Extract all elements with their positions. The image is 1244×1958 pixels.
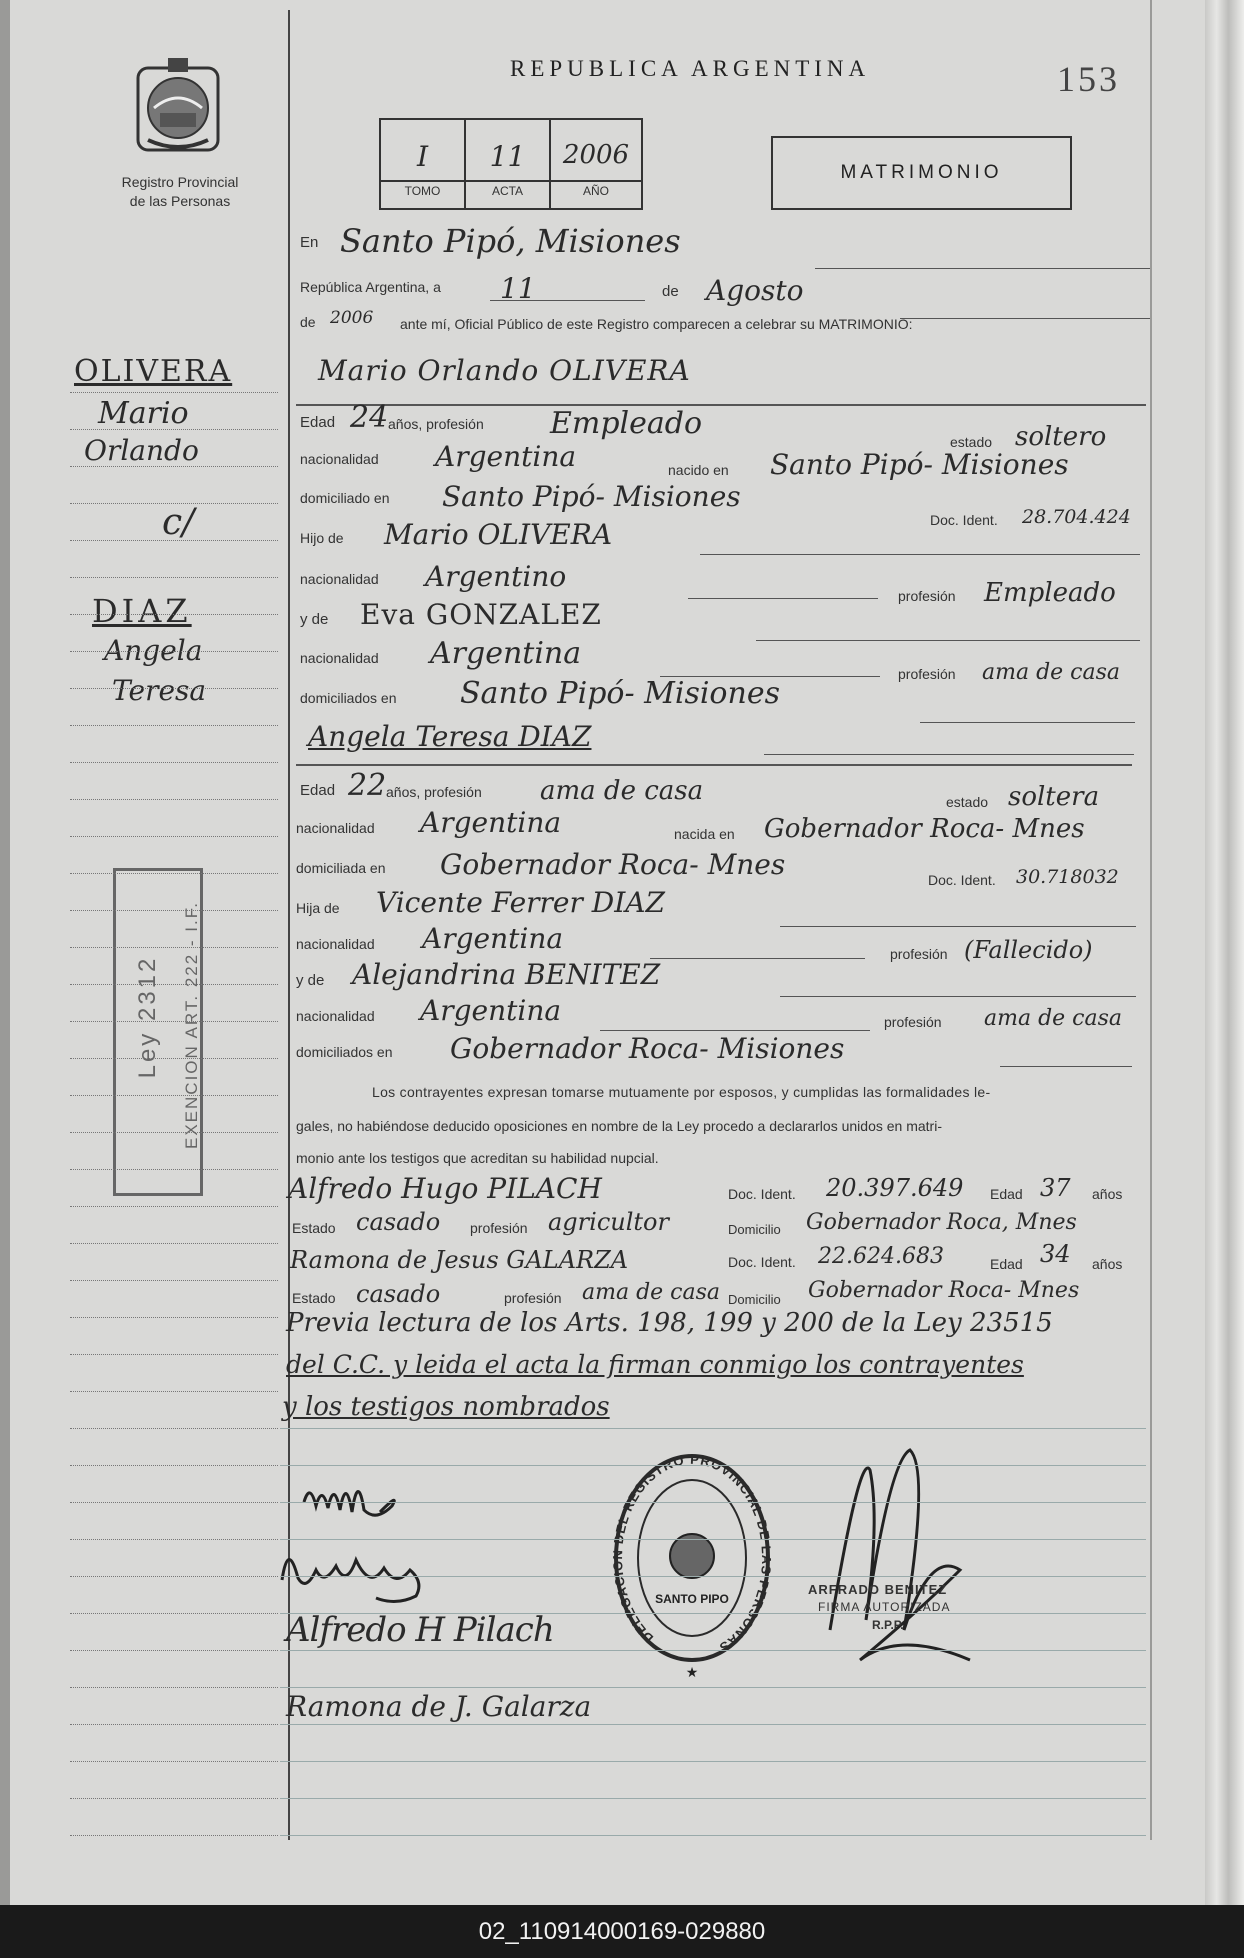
groom-doms-label: domiciliados en <box>300 690 397 706</box>
witness1-edad: 37 <box>1040 1174 1071 1202</box>
margin-rule <box>70 1724 278 1725</box>
emblem-icon <box>134 58 222 156</box>
de2-label: de <box>300 314 316 330</box>
svg-text:★: ★ <box>685 1664 699 1680</box>
witness2-edad: 34 <box>1040 1240 1071 1268</box>
groom-madre-nac-label: nacionalidad <box>300 650 379 666</box>
margin-rule <box>70 1539 278 1540</box>
groom-doc: 28.704.424 <box>1022 506 1131 528</box>
margin-rule <box>70 1317 278 1318</box>
de-label: de <box>662 283 679 300</box>
image-code-footer: 02_110914000169-029880 <box>0 1905 1244 1958</box>
body-rule <box>280 1835 1146 1836</box>
margin-rule <box>70 651 278 652</box>
groom-hijo-label: Hijo de <box>300 530 344 546</box>
groom-yde-label: y de <box>300 611 329 628</box>
bride-profesion: ama de casa <box>540 776 704 806</box>
bride-padre-prof-label: profesión <box>890 946 948 962</box>
official-office: R.P.P. <box>872 1618 904 1632</box>
witness1-doc-label: Doc. Ident. <box>728 1186 796 1202</box>
margin-rule <box>70 1243 278 1244</box>
witness1-dom-label: Domicilio <box>728 1222 781 1237</box>
margin-groom-name2: Orlando <box>84 434 199 467</box>
margin-groom-name1: Mario <box>98 396 189 431</box>
groom-padre-prof: Empleado <box>984 578 1116 608</box>
binding-edge <box>0 0 10 1905</box>
registry-name-2: de las Personas <box>129 193 231 209</box>
seal-center-text: SANTO PIPO <box>655 1592 729 1606</box>
margin-conjunction: c/ <box>162 502 195 543</box>
groom-edad-label: Edad <box>300 414 336 431</box>
signature-2 <box>276 1530 436 1615</box>
margin-bride-name2: Teresa <box>112 674 207 707</box>
body-rule <box>280 1613 1146 1614</box>
margin-rule <box>70 984 278 985</box>
margin-rule <box>70 1058 278 1059</box>
act-number-box <box>379 118 643 210</box>
closing-line-3: y los testigos nombrados <box>282 1392 610 1422</box>
marriage-place: Santo Pipó, Misiones <box>340 222 681 260</box>
bride-domicilio: Gobernador Roca- Mnes <box>440 848 786 881</box>
witness2-name: Ramona de Jesus GALARZA <box>290 1246 629 1274</box>
bride-edad: 22 <box>348 768 387 803</box>
bride-nacionalidad: Argentina <box>420 806 562 839</box>
margin-rule <box>70 910 278 911</box>
margin-rule <box>70 1835 278 1836</box>
bride-padre-nac: Argentina <box>422 922 564 955</box>
margin-rule <box>70 1798 278 1799</box>
bride-dom-label: domiciliada en <box>296 860 386 876</box>
margin-rule <box>70 392 278 393</box>
body-rule <box>280 1539 1146 1540</box>
body-rule <box>280 1798 1146 1799</box>
witness1-domicilio: Gobernador Roca, Mnes <box>806 1210 1077 1235</box>
witness2-profesion: ama de casa <box>582 1280 721 1305</box>
body-rule <box>280 1761 1146 1762</box>
bride-madre-nac: Argentina <box>420 994 562 1027</box>
official-name: ARFRADO BENITEZ <box>808 1582 948 1597</box>
act-tomo: I <box>416 140 429 173</box>
page-number: 153 <box>1057 59 1120 99</box>
margin-rule <box>70 1687 278 1688</box>
groom-doc-label: Doc. Ident. <box>930 512 998 528</box>
body-rule <box>280 1650 1146 1651</box>
witness1-name: Alfredo Hugo PILACH <box>288 1172 602 1205</box>
bride-madre-prof-label: profesión <box>884 1014 942 1030</box>
body-rule <box>280 1502 1146 1503</box>
margin-bride-surname: DIAZ <box>92 592 192 630</box>
marriage-year: 2006 <box>330 308 374 328</box>
witness1-prof-label: profesión <box>470 1220 528 1236</box>
bride-anos-prof-label: años, profesión <box>386 784 482 800</box>
declaration-line-1: Los contrayentes expresan tomarse mutuamente por esposos, y cumplidas las formalidades le- <box>372 1084 991 1100</box>
bride-madre: Alejandrina BENITEZ <box>352 958 661 991</box>
margin-rule <box>70 688 278 689</box>
margin-rule <box>70 1021 278 1022</box>
groom-madre-prof: ama de casa <box>982 660 1121 685</box>
body-rule <box>280 1428 1146 1429</box>
page-stack-edge <box>1205 0 1244 1905</box>
groom-madre: Eva GONZALEZ <box>360 598 602 631</box>
witness2-dom-label: Domicilio <box>728 1292 781 1307</box>
bride-doc-label: Doc. Ident. <box>928 872 996 888</box>
bride-padres-dom: Gobernador Roca- Misiones <box>450 1032 845 1065</box>
groom-nacionalidad: Argentina <box>435 440 577 473</box>
margin-rule <box>70 1095 278 1096</box>
margin-rule <box>70 1576 278 1577</box>
groom-madre-prof-label: profesión <box>898 666 956 682</box>
margin-rule <box>70 1502 278 1503</box>
official-title: FIRMA AUTORIZADA <box>818 1600 951 1614</box>
seal-ring-text: DELEGACI DEL REGISTRO PROVINCIAL DE PERSONAS <box>612 1452 772 1656</box>
margin-rule <box>70 1465 278 1466</box>
groom-nacido: Santo Pipó- Misiones <box>770 448 1069 481</box>
groom-madre-nac: Argentina <box>430 636 582 671</box>
margin-rule <box>70 614 278 615</box>
exemption-stamp <box>113 868 203 1196</box>
witness2-anos-label: años <box>1092 1256 1123 1272</box>
witness2-doc-label: Doc. Ident. <box>728 1254 796 1270</box>
stamp-text-2: EXENCION ART. 222 - I.F. <box>182 901 201 1149</box>
act-tomo-label: TOMO <box>404 184 441 198</box>
act-acta: 11 <box>489 140 526 173</box>
witness1-profesion: agricultor <box>548 1208 669 1236</box>
intro-text: ante mí, Oficial Público de este Registro comparecen a celebrar su MATRIMONIO: <box>400 316 913 332</box>
witness2-estado: casado <box>356 1280 441 1308</box>
country-title: REPUBLICA ARGENTINA <box>510 56 871 81</box>
groom-domicilio: Santo Pipó- Misiones <box>442 480 741 513</box>
bride-padre-prof: (Fallecido) <box>964 936 1093 964</box>
bride-nacida: Gobernador Roca- Mnes <box>764 814 1085 844</box>
margin-rule <box>70 503 278 504</box>
margin-rule <box>70 540 278 541</box>
groom-padre-prof-label: profesión <box>898 588 956 604</box>
groom-padres-dom: Santo Pipó- Misiones <box>460 676 780 711</box>
margin-rule <box>70 836 278 837</box>
margin-rule <box>70 799 278 800</box>
witness2-doc: 22.624.683 <box>818 1244 944 1269</box>
registry-name: Registro Provincial <box>121 174 239 190</box>
right-border <box>1150 0 1152 1840</box>
margin-rule <box>70 1354 278 1355</box>
bride-doms-label: domiciliados en <box>296 1044 393 1060</box>
signature-3: Alfredo H Pilach <box>286 1610 554 1650</box>
groom-estado-label: estado <box>950 434 993 450</box>
witness1-anos-label: años <box>1092 1186 1123 1202</box>
margin-rule <box>70 466 278 467</box>
margin-rule <box>70 1391 278 1392</box>
bride-madre-nac-label: nacionalidad <box>296 1008 375 1024</box>
en-label: En <box>300 234 319 251</box>
body-rule <box>280 1687 1146 1688</box>
witness1-estado-label: Estado <box>292 1220 336 1236</box>
marriage-month: Agosto <box>706 274 804 307</box>
body-rule <box>280 1465 1146 1466</box>
witness2-estado-label: Estado <box>292 1290 336 1306</box>
groom-anos-prof-label: años, profesión <box>388 416 484 432</box>
witness2-domicilio: Gobernador Roca- Mnes <box>808 1278 1080 1303</box>
margin-groom-surname: OLIVERA <box>74 354 233 389</box>
groom-padre-nac: Argentino <box>425 560 567 593</box>
margin-rule <box>70 873 278 874</box>
margin-bride-name1: Angela <box>104 634 203 667</box>
declaration-line-2: gales, no habiéndose deducido oposiciones en nombre de la Ley procedo a declararlos unidos en matri- <box>296 1118 942 1134</box>
bride-estado-label: estado <box>946 794 989 810</box>
margin-rule <box>70 1280 278 1281</box>
margin-rule <box>70 1132 278 1133</box>
groom-dom-label: domiciliado en <box>300 490 390 506</box>
body-rule <box>280 1576 1146 1577</box>
closing-line-1: Previa lectura de los Arts. 198, 199 y 200 de la Ley 23515 <box>286 1308 1053 1338</box>
groom-nacido-label: nacido en <box>668 462 729 478</box>
official-signature <box>800 1430 980 1695</box>
margin-rule <box>70 1650 278 1651</box>
act-acta-label: ACTA <box>491 184 524 198</box>
bride-yde-label: y de <box>296 972 325 989</box>
groom-profesion: Empleado <box>550 406 703 441</box>
margin-rule <box>70 577 278 578</box>
margin-rule <box>70 1169 278 1170</box>
groom-padre-nac-label: nacionalidad <box>300 571 379 587</box>
doc-type-box <box>771 136 1072 210</box>
witness2-edad-label: Edad <box>990 1256 1023 1272</box>
margin-rule <box>70 1206 278 1207</box>
act-anio-label: AÑO <box>582 184 609 198</box>
witness1-edad-label: Edad <box>990 1186 1023 1202</box>
bride-full-name: Angela Teresa DIAZ <box>308 720 592 753</box>
groom-edad: 24 <box>350 400 389 435</box>
republica-label: República Argentina, a <box>300 279 441 295</box>
bride-estado: soltera <box>1008 782 1100 812</box>
margin-rule <box>70 1761 278 1762</box>
act-anio: 2006 <box>562 140 630 170</box>
bride-hija-label: Hija de <box>296 900 340 916</box>
signature-4: Ramona de J. Galarza <box>286 1690 592 1723</box>
margin-rule <box>70 1428 278 1429</box>
groom-padre: Mario OLIVERA <box>384 518 613 551</box>
margin-rule <box>70 1613 278 1614</box>
bride-nac-label: nacionalidad <box>296 820 375 836</box>
bride-padre-nac-label: nacionalidad <box>296 936 375 952</box>
stamp-text-1: Ley 2312 <box>134 955 161 1079</box>
declaration-line-3: monio ante los testigos que acreditan su habilidad nupcial. <box>296 1150 659 1166</box>
margin-rule <box>70 429 278 430</box>
margin-rule <box>70 725 278 726</box>
official-seal <box>612 1452 772 1692</box>
closing-line-2: del C.C. y leida el acta la firman conmigo los contrayentes <box>286 1350 1024 1379</box>
groom-estado: soltero <box>1015 422 1107 452</box>
doc-type-title: MATRIMONIO <box>840 162 1003 183</box>
margin-rule <box>70 947 278 948</box>
margin-rule <box>70 762 278 763</box>
groom-full-name: Mario Orlando OLIVERA <box>318 354 691 387</box>
witness2-prof-label: profesión <box>504 1290 562 1306</box>
signature-1 <box>296 1462 416 1537</box>
bride-edad-label: Edad <box>300 782 336 799</box>
witness1-doc: 20.397.649 <box>826 1174 964 1202</box>
witness1-estado: casado <box>356 1208 441 1236</box>
groom-nac-label: nacionalidad <box>300 451 379 467</box>
bride-padre: Vicente Ferrer DIAZ <box>376 886 665 919</box>
marriage-day: 11 <box>500 272 536 305</box>
body-rule <box>280 1724 1146 1725</box>
bride-nacida-label: nacida en <box>674 826 735 842</box>
bride-madre-prof: ama de casa <box>984 1006 1123 1031</box>
bride-doc: 30.718032 <box>1016 866 1119 888</box>
